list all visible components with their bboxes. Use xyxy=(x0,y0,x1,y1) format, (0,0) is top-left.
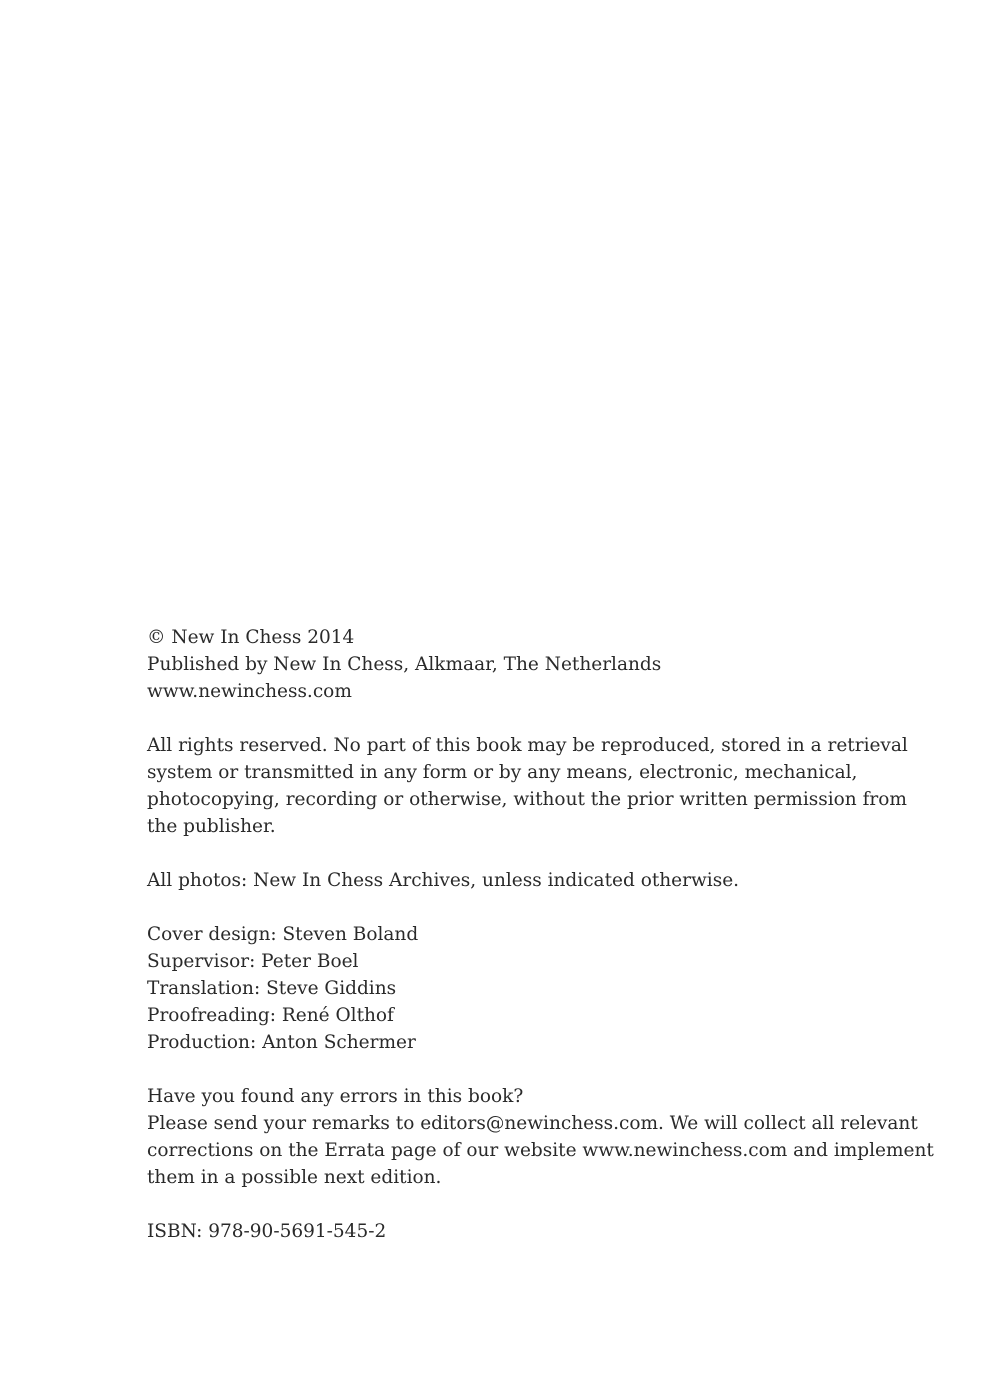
spacer xyxy=(147,1191,887,1218)
errata-line: them in a possible next edition. xyxy=(147,1167,442,1188)
publisher-line: Published by New In Chess, Alkmaar, The Netherlands xyxy=(147,654,662,675)
credit-cover-design: Cover design: Steven Boland xyxy=(147,924,419,945)
rights-line: the publisher. xyxy=(147,816,276,837)
spacer xyxy=(147,705,887,732)
publisher-website: www.newinchess.com xyxy=(147,681,352,702)
errata-line: corrections on the Errata page of our website www.newinchess.com and implement xyxy=(147,1140,934,1161)
credit-translation: Translation: Steve Giddins xyxy=(147,978,397,999)
photo-credit: All photos: New In Chess Archives, unless indicated otherwise. xyxy=(147,870,740,891)
imprint-block xyxy=(147,624,934,1245)
rights-line: photocopying, recording or otherwise, without the prior written permission from xyxy=(147,789,907,810)
rights-line: All rights reserved. No part of this book may be reproduced, stored in a retrieval xyxy=(147,735,908,756)
errata-question: Have you found any errors in this book? xyxy=(147,1086,524,1107)
spacer xyxy=(147,894,887,921)
errata-notice xyxy=(147,1110,934,1191)
credit-production: Production: Anton Schermer xyxy=(147,1032,416,1053)
isbn: ISBN: 978-90-5691-545-2 xyxy=(147,1221,387,1242)
rights-statement xyxy=(147,732,908,840)
errata-line: Please send your remarks to editors@newinchess.com. We will collect all relevant xyxy=(147,1113,918,1134)
rights-line: system or transmitted in any form or by any means, electronic, mechanical, xyxy=(147,762,858,783)
copyright-notice: © New In Chess 2014 xyxy=(147,627,355,648)
spacer xyxy=(147,1056,887,1083)
spacer xyxy=(147,840,887,867)
credits-list xyxy=(147,921,887,1056)
credit-proofreading: Proofreading: René Olthof xyxy=(147,1005,394,1026)
credit-supervisor: Supervisor: Peter Boel xyxy=(147,951,359,972)
